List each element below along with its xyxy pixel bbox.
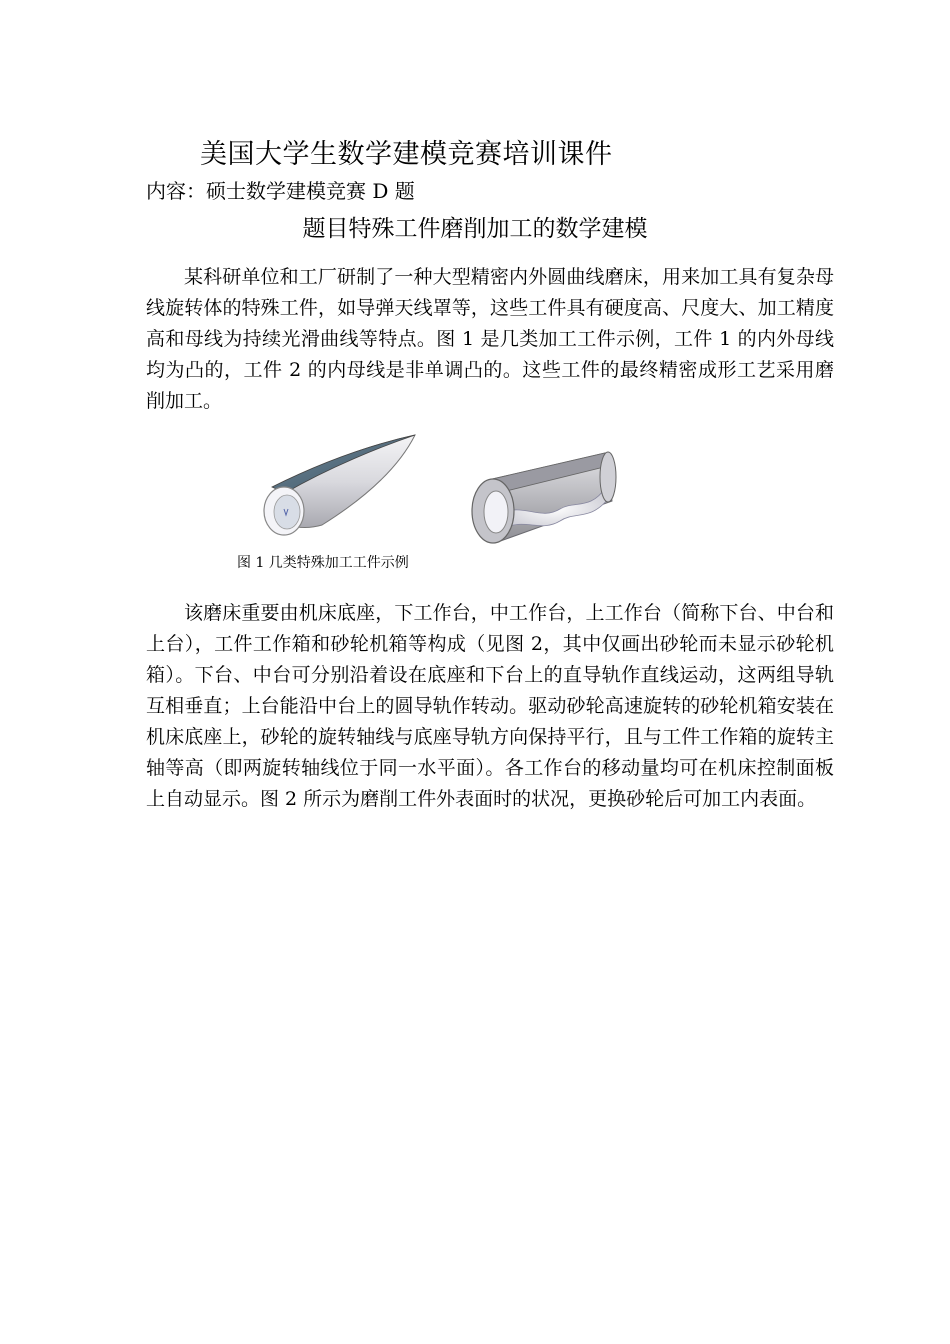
subtitle: 内容：硕士数学建模竞赛 D 题 [146,179,415,203]
workpiece-1-illustration [264,435,415,535]
workpiece-2-illustration [472,452,616,543]
problem-title: 题目特殊工件磨削加工的数学建模 [302,216,648,242]
paragraph-machine-description: 该磨床重要由机床底座，下工作台，中工作台，上工作台（简称下台、中台和上台），工件工作箱和砂轮机箱等构成（见图 2，其中仅画出砂轮而未显示砂轮机箱）。下台、中台可分别沿着设在底座和下台上的直导轨作直线运动，这两组导轨互相垂直；上台能沿中台上的圆导轨作转动。驱动砂轮高速旋转的砂轮机箱安装在机床底座上，砂轮的旋转轴线与底座导轨方向保持平行，且与工件工作箱的旋转主轴等高（即两旋转轴线位于同一水平面）。各工作台的移动量均可在机床控制面板上自动显示。图 2 所示为磨削工件外表面时的状况，更换砂轮后可加工内表面。 [146,602,834,810]
figure-1-caption: 图 1 几类特殊加工工件示例 [237,555,409,571]
paragraph-intro: 某科研单位和工厂研制了一种大型精密内外圆曲线磨床，用来加工具有复杂母线旋转体的特殊工件，如导弹天线罩等，这些工件具有硬度高、尺度大、加工精度高和母线为持续光滑曲线等特点。图 1 是几类加工工件示例，工件 1 的内外母线均为凸的，工件 2 的内母线是非单调凸的。这些工件的最终精密成形工艺采用磨削加工。 [146,266,834,412]
main-title: 美国大学生数学建模竞赛培训课件 [200,139,613,170]
figure-1-workpieces [250,425,630,555]
